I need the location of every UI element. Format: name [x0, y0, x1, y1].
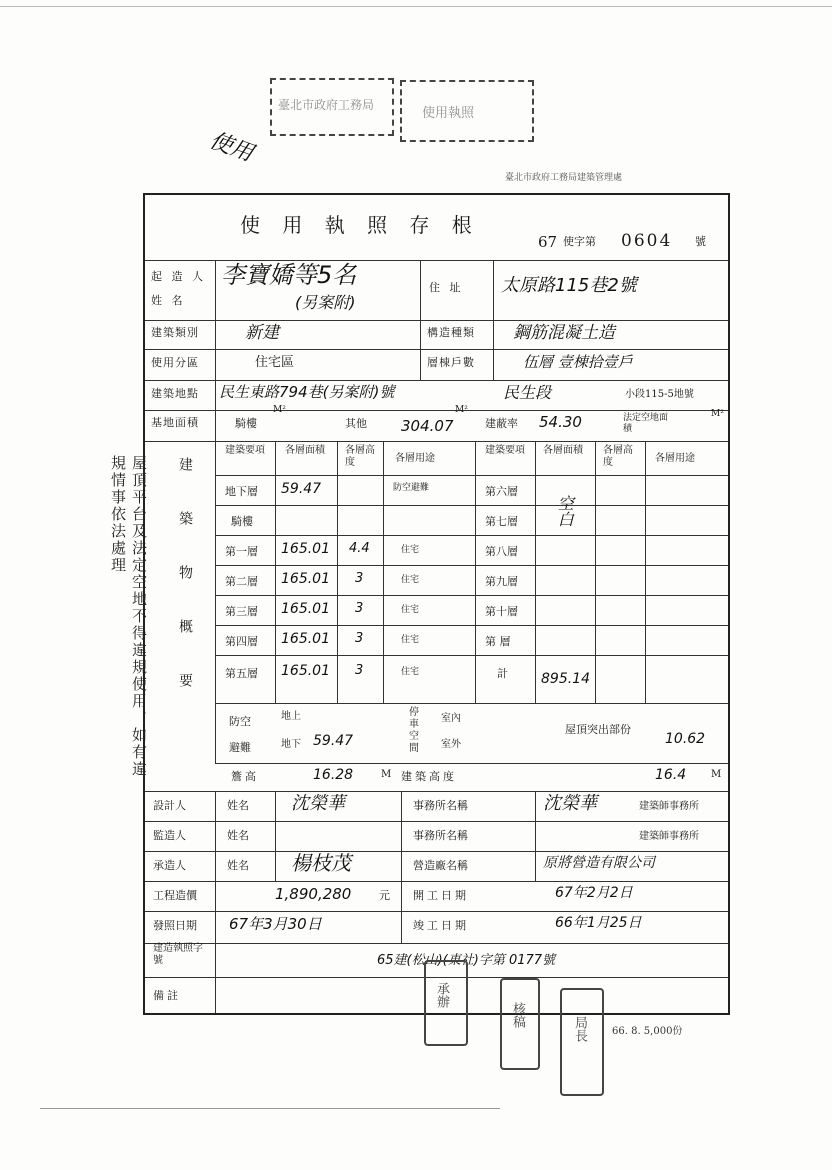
- designer-office: 沈榮華: [543, 793, 597, 814]
- address-value: 太原路115巷2號: [501, 275, 637, 296]
- serial-suffix: 號: [695, 235, 706, 248]
- floors-label: 層棟戶數: [427, 356, 475, 369]
- finish-value: 66年1月25日: [555, 915, 642, 931]
- left-row-4-area: 165.01: [281, 601, 330, 617]
- zoning-label: 使用分區: [151, 356, 199, 369]
- left-row-3-label: 第二層: [225, 575, 258, 588]
- contractor-label: 承造人: [153, 859, 186, 872]
- roof-value: 10.62: [665, 731, 706, 747]
- left-row-6-use: 住宅: [401, 667, 420, 677]
- designer-name: 沈榮華: [291, 793, 345, 814]
- building-type-value: 新建: [245, 323, 279, 343]
- left-row-2-use: 住宅: [401, 545, 420, 555]
- bottom-stamp-2: 核稿: [500, 978, 540, 1070]
- site-area-label: 基地面積: [151, 416, 199, 429]
- left-row-0-use: 防空避難: [393, 483, 430, 493]
- print-note: 66. 8. 5,000份: [612, 1026, 683, 1037]
- left-row-6-height: 3: [355, 663, 364, 678]
- left-row-2-area: 165.01: [281, 541, 330, 557]
- left-row-5-area: 165.01: [281, 631, 330, 647]
- left-row-6-label: 第五層: [225, 667, 258, 680]
- site-other-label: 其他: [345, 417, 367, 430]
- supervisor-office-label: 事務所名稱: [413, 829, 468, 842]
- right-row-1-label: 第七層: [485, 515, 518, 528]
- col-height-left: 各層高度: [345, 445, 375, 468]
- col-use-left: 各層用途: [395, 453, 435, 464]
- right-row-6-area: 895.14: [541, 671, 590, 687]
- cost-label: 工程造價: [153, 889, 197, 902]
- form-title: 使 用 執 照 存 根: [240, 213, 480, 237]
- legal-open-unit: M²: [711, 409, 724, 419]
- top-stamp-left: 臺北市政府工務局: [270, 78, 394, 136]
- col-area-right: 各層面積: [543, 445, 583, 456]
- floors-value: 伍層 壹棟拾壹戶: [523, 353, 633, 371]
- left-row-0-area: 59.47: [281, 481, 322, 497]
- finish-label: 竣工日期: [413, 919, 469, 932]
- side-vertical-label: 建築物概要: [177, 457, 193, 727]
- contractor-company: 原將營造有限公司: [543, 855, 655, 871]
- left-row-6-area: 165.01: [281, 663, 330, 679]
- right-row-5-label: 第 層: [485, 635, 511, 648]
- builder-label: 起 造 人 姓 名: [151, 270, 206, 307]
- roof-label: 屋頂突出部份: [565, 723, 631, 736]
- left-row-4-label: 第三層: [225, 605, 258, 618]
- bldg-height-value: 16.4: [655, 767, 687, 783]
- scan-edge-bottom: [40, 1108, 500, 1109]
- builder-value-2: (另案附): [295, 293, 356, 312]
- builder-value: 李寶嬌等5名: [221, 261, 357, 289]
- serial-number: 0604: [621, 231, 673, 251]
- issue-value: 67年3月30日: [229, 915, 322, 933]
- right-row-4-label: 第十層: [485, 605, 518, 618]
- lot-label: 民生段: [503, 383, 552, 402]
- right-row-0-label: 第六層: [485, 485, 518, 498]
- designer-name-label: 姓名: [227, 799, 249, 812]
- permit-value: 65建(松山)(東社)字第 0177號: [377, 953, 556, 968]
- left-row-2-label: 第一層: [225, 545, 258, 558]
- eave-unit: M: [381, 769, 392, 780]
- structure-value: 鋼筋混凝土造: [513, 323, 615, 343]
- left-row-5-label: 第四層: [225, 635, 258, 648]
- col-height-right: 各層高度: [603, 445, 633, 468]
- handwritten-top: 使用: [206, 128, 257, 167]
- shelter-below-value: 59.47: [313, 733, 354, 749]
- left-row-0-label: 地下層: [225, 485, 258, 498]
- right-row-3-label: 第九層: [485, 575, 518, 588]
- remarks-label: 備註: [153, 989, 181, 1002]
- scan-edge-top: [0, 6, 832, 7]
- contractor-company-label: 營造廠名稱: [413, 859, 468, 872]
- left-row-5-use: 住宅: [401, 635, 420, 645]
- parking-label: 停車空間: [409, 707, 419, 754]
- parking-in: 室內: [441, 713, 461, 724]
- top-stamp-right: 使用執照: [400, 80, 534, 142]
- site-area-unit: M²: [455, 405, 468, 415]
- designer-office-suffix: 建築師事務所: [639, 801, 699, 812]
- start-value: 67年2月2日: [555, 885, 633, 901]
- bldg-height-label: 建築高度: [401, 770, 457, 783]
- location-label: 建築地點: [151, 387, 199, 400]
- eave-label: 簷高: [231, 770, 259, 783]
- eave-value: 16.28: [313, 767, 354, 783]
- cost-value: 1,890,280: [275, 885, 352, 903]
- zoning-value: 住宅區: [255, 355, 295, 370]
- bottom-stamp-3: 局長: [560, 988, 604, 1096]
- legal-open-label: 法定空地面積: [623, 413, 669, 434]
- permit-label: 建造執照字號: [153, 943, 203, 966]
- lot-value: 小段115-5地號: [625, 389, 694, 400]
- blank-note: 空白: [555, 495, 575, 527]
- shelter-above: 地上: [281, 711, 301, 722]
- left-row-3-use: 住宅: [401, 575, 420, 585]
- left-row-2-height: 4.4: [349, 541, 370, 556]
- serial-label: 使字第: [563, 235, 596, 248]
- col-item-left: 建築要項: [225, 445, 265, 456]
- bldg-height-unit: M: [711, 769, 722, 780]
- cost-unit: 元: [379, 889, 390, 902]
- supervisor-label: 監造人: [153, 829, 186, 842]
- site-arcade-label: 騎樓: [235, 417, 257, 430]
- left-row-4-height: 3: [355, 601, 364, 616]
- col-area-left: 各層面積: [285, 445, 325, 456]
- bottom-stamp-1: 承辦: [424, 960, 468, 1046]
- contractor-name: 楊枝茂: [291, 851, 351, 875]
- coverage-label: 建蔽率: [485, 417, 518, 430]
- location-value: 民生東路794巷(另案附)號: [219, 383, 395, 401]
- shelter-label: 防空避難: [229, 715, 251, 754]
- start-label: 開工日期: [413, 889, 469, 902]
- supervisor-name-label: 姓名: [227, 829, 249, 842]
- left-row-3-area: 165.01: [281, 571, 330, 587]
- site-arcade-unit: M²: [273, 405, 286, 415]
- address-label: 住 址: [429, 281, 464, 294]
- col-use-right: 各層用途: [655, 453, 695, 464]
- top-right-note: 臺北市政府工務局建築管理處: [505, 173, 623, 183]
- left-row-3-height: 3: [355, 571, 364, 586]
- right-row-2-label: 第八層: [485, 545, 518, 558]
- left-row-5-height: 3: [355, 631, 364, 646]
- left-margin-note: 屋頂平台及法定空地不得違規使用，如有違規情事依法處理: [109, 455, 148, 778]
- supervisor-office-suffix: 建築師事務所: [639, 831, 699, 842]
- designer-office-label: 事務所名稱: [413, 799, 468, 812]
- contractor-name-label: 姓名: [227, 859, 249, 872]
- designer-label: 設計人: [153, 799, 186, 812]
- building-type-label: 建築類別: [151, 326, 199, 339]
- site-area-value: 304.07: [401, 417, 454, 435]
- parking-out: 室外: [441, 739, 461, 750]
- structure-label: 構造種類: [427, 326, 475, 339]
- right-row-6-label: 計: [497, 667, 508, 680]
- serial-prefix: 67: [538, 233, 558, 251]
- col-item-right: 建築要項: [485, 445, 525, 456]
- left-row-1-label: 騎樓: [231, 515, 253, 528]
- shelter-below: 地下: [281, 739, 301, 750]
- issue-label: 發照日期: [153, 919, 197, 932]
- permit-form: [143, 193, 730, 1015]
- coverage-value: 54.30: [539, 413, 582, 431]
- left-row-4-use: 住宅: [401, 605, 420, 615]
